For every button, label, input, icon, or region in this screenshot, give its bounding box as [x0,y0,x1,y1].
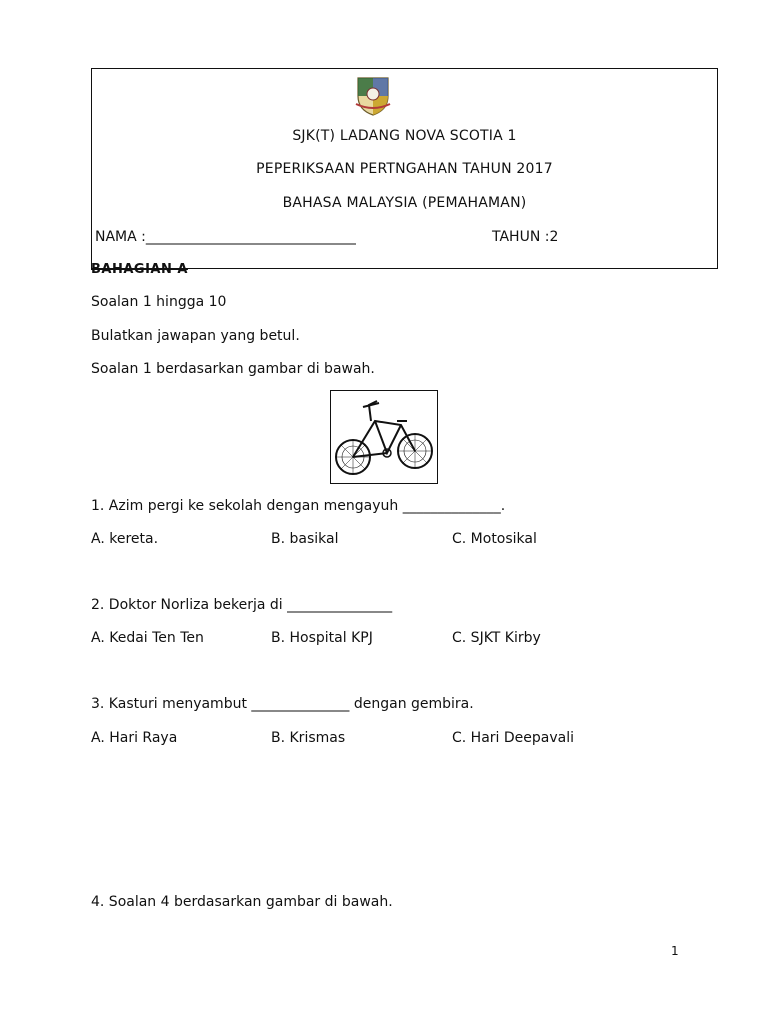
picture-note: Soalan 1 berdasarkan gambar di bawah. [91,361,375,377]
school-name: SJK(T) LADANG NOVA SCOTIA 1 [292,128,517,144]
question-1-option-c: C. Motosikal [452,531,537,547]
question-2-option-b: B. Hospital KPJ [271,630,373,646]
year-label: TAHUN :2 [492,229,559,245]
question-2-option-c: C. SJKT Kirby [452,630,541,646]
question-range: Soalan 1 hingga 10 [91,294,227,310]
question-4-note: 4. Soalan 4 berdasarkan gambar di bawah. [91,894,393,910]
question-1-option-b: B. basikal [271,531,339,547]
question-3-option-a: A. Hari Raya [91,730,178,746]
bicycle-picture-frame [330,390,438,484]
school-crest-logo [354,74,392,116]
page-number: 1 [671,944,679,958]
question-1-text: 1. Azim pergi ke sekolah dengan mengayuh ______________. [91,498,506,514]
question-1-option-a: A. kereta. [91,531,159,547]
subject-title: BAHASA MALAYSIA (PEMAHAMAN) [282,195,527,211]
instruction-text: Bulatkan jawapan yang betul. [91,328,300,344]
question-2-option-a: A. Kedai Ten Ten [91,630,204,646]
bicycle-icon [331,391,437,483]
section-title: BAHAGIAN A [91,262,188,277]
question-3-option-c: C. Hari Deepavali [452,730,574,746]
name-field-line: NAMA :______________________________ [95,229,356,245]
exam-title: PEPERIKSAAN PERTNGAHAN TAHUN 2017 [256,161,553,177]
question-3-text: 3. Kasturi menyambut ______________ dengan gembira. [91,696,474,712]
question-3-option-b: B. Krismas [271,730,346,746]
question-2-text: 2. Doktor Norliza bekerja di _______________ [91,597,393,613]
